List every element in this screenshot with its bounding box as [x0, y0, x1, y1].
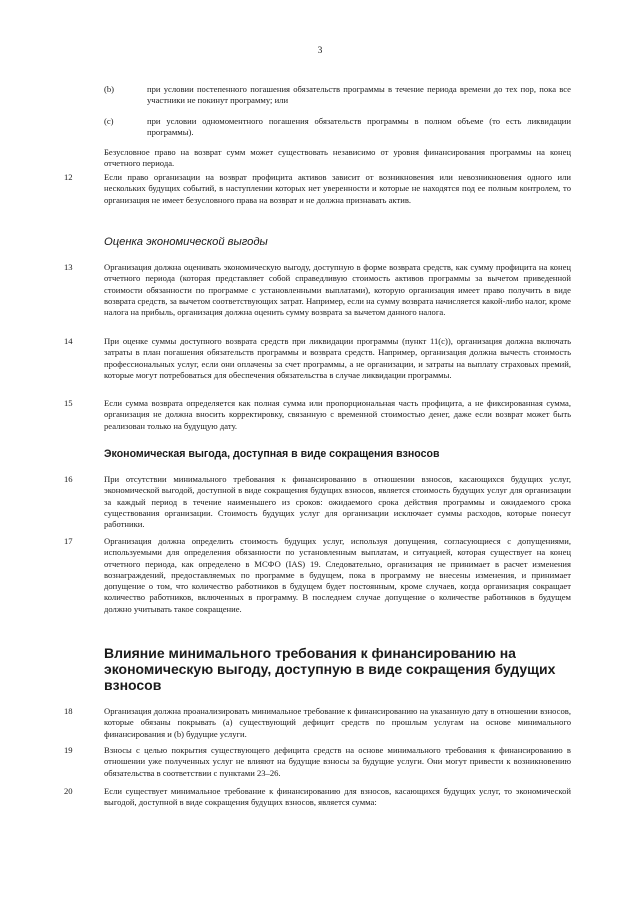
paragraph-19: Взносы с целью покрытия существующего дефицита средств на основе минимального требования к финансированию в отношении уже полученных услуг не влияют на будущие взносы за будущие услуги. Они могут привести к возникновению обязательства в соответствии с пунктами 23–26. [104, 745, 571, 778]
paragraph-number: 14 [64, 336, 73, 346]
item-b-label: (b) [104, 84, 115, 94]
paragraph-14: При оценке суммы доступного возврата средств при ликвидации программы (пункт 11(c)), организация должна включать затраты в план погашения обязательств программы и возврата средств. Например, организация должна вычесть стоимость профессиональных услуг, если они оплачены за счет программы, а не организации, и затраты на выплату страховых премий, которые могут потребоваться для обеспечения обязательства в случае ликвидации программы. [104, 336, 571, 380]
paragraph-13: Организация должна оценивать экономическую выгоду, доступную в форме возврата средств, как сумму профицита на конец отчетного периода (которая представляет собой справедливую стоимость активов программы за вычетом приведенной стоимости обязанности по программе с установленными выплатами), которую организация имеет право получить в виде возврата средств, за вычетом соответствующих затрат. Например, если на сумму возврата начисляется какой-либо налог, кроме налога на прибыль, организация должна оценить сумму возврата за вычетом данного налога. [104, 262, 571, 318]
paragraph-number: 15 [64, 398, 73, 408]
paragraph-number: 13 [64, 262, 73, 272]
paragraph-number: 16 [64, 474, 73, 484]
paragraph-number: 17 [64, 536, 73, 546]
paragraph-20: Если существует минимальное требование к финансированию для взносов, касающихся будущих услуг, то экономической выгодой, доступной в виде сокращения будущих взносов, является сумма: [104, 786, 571, 808]
item-b-text: при условии постепенного погашения обязательств программы в течение периода времени до тех пор, пока все участники не покинут программу; или [147, 84, 571, 106]
paragraph-number: 18 [64, 706, 73, 716]
paragraph-15: Если сумма возврата определяется как полная сумма или пропорциональная часть профицита, а не фиксированная сумма, организация не должна вносить корректировку, связанную с временной стоимостью денег, даже если возврат может быть реализован только на будущую дату. [104, 398, 571, 431]
item-c-text: при условии одномоментного погашения обязательств программы в полном объеме (то есть ликвидации программы). [147, 116, 571, 138]
page-number: 3 [317, 46, 323, 56]
paragraph-12: Если право организации на возврат профицита активов зависит от возникновения или невозникновения одного или нескольких будущих событий, в наступлении которых нет уверенности и которые не находятся под ее полным контролем, то организация не имеет безусловного права на возврат и не должна признавать актив. [104, 172, 571, 205]
paragraph-16: При отсутствии минимального требования к финансированию в отношении взносов, касающихся будущих услуг, экономической выгодой, доступной в виде сокращения будущих взносов, является стоимость будущих услуг для организации за каждый период в течение наименьшего из сроков: ожидаемого срока действия программы и ожидаемого срока существования организации. Стоимость будущих услуг для организации исключает суммы расходов, которые понесут работники. [104, 474, 571, 530]
paragraph-number: 19 [64, 745, 73, 755]
item-c-label: (c) [104, 116, 114, 126]
paragraph-number: 20 [64, 786, 73, 796]
heading-economic-benefit: Оценка экономической выгоды [104, 236, 268, 248]
heading-minimum-funding: Влияние минимального требования к финансированию на экономическую выгоду, доступную в виде сокращения будущих взносов [104, 645, 556, 693]
paragraph-18: Организация должна проанализировать минимальное требование к финансированию на указанную дату в отношении взносов, которые обязаны покрывать (a) существующий дефицит средств по прошлым услугам на основе минимального финансирования и (b) будущие услуги. [104, 706, 571, 739]
unconditional-right-text: Безусловное право на возврат сумм может существовать независимо от уровня финансирования программы на конец отчетного периода. [104, 147, 571, 169]
paragraph-number: 12 [64, 172, 73, 182]
paragraph-17: Организация должна определить стоимость будущих услуг, используя допущения, согласующиеся с допущениями, используемыми для определения обязанности по установленным выплатам, и ситуацией, которая существует на конец отчетного периода, как определено в МСФО (IAS) 19. Следовательно, организация не принимает в расчет изменения вознаграждений, предоставляемых по программе в будущем, пока в программу не внесены изменения, и принимает допущение о том, что количество работников в будущем будет постоянным, кроме случаев, когда организация сокращает количество работников, включенных в программу. В последнем случае допущение о количестве работников в будущем должно учитывать такое сокращение. [104, 536, 571, 614]
heading-contributions-reduction: Экономическая выгода, доступная в виде сокращения взносов [104, 448, 440, 460]
